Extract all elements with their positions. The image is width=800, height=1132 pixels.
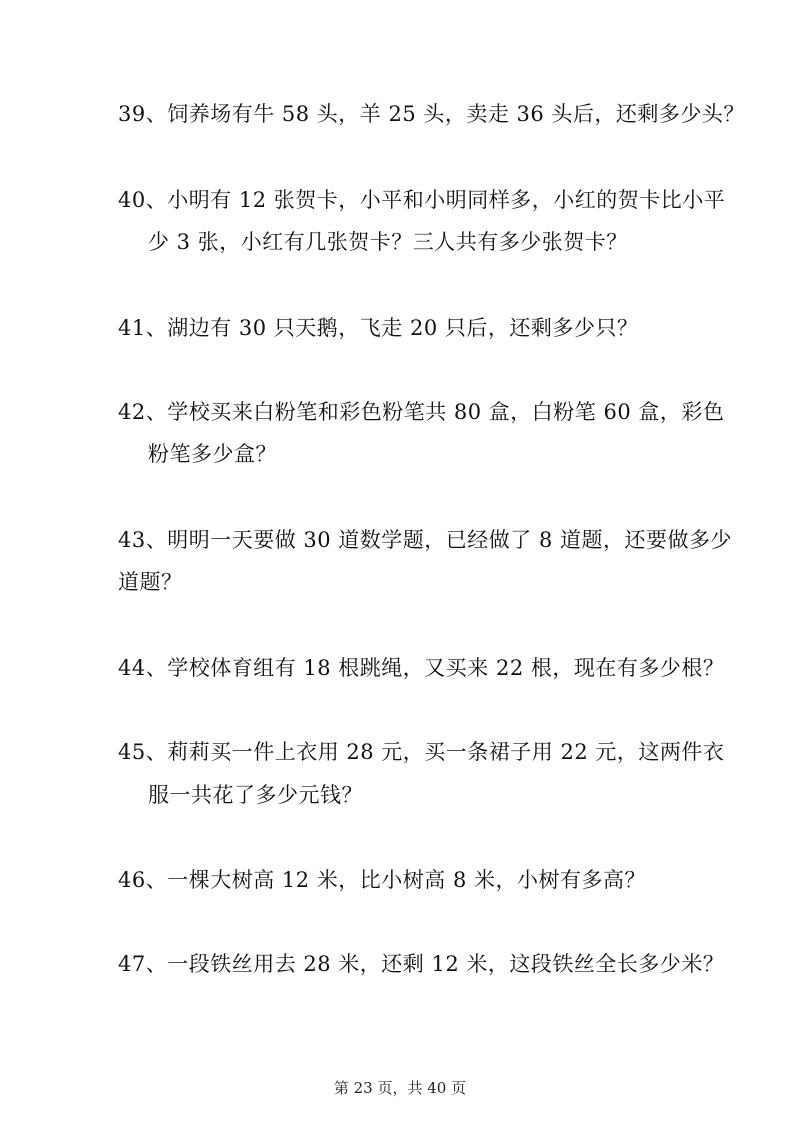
question-43-continuation: 道题？ [118, 570, 183, 594]
page-number-footer: 第 23 页，共 40 页 [333, 1079, 467, 1097]
question-39: 39、饲养场有牛 58 头，羊 25 头，卖走 36 头后，还剩多少头？ [118, 102, 745, 126]
question-42-continuation: 粉笔多少盒？ [148, 442, 277, 466]
question-41: 41、湖边有 30 只天鹅，飞走 20 只后，还剩多少只？ [118, 316, 639, 340]
question-42: 42、学校买来白粉笔和彩色粉笔共 80 盒，白粉笔 60 盒，彩色 [118, 400, 725, 424]
question-45-continuation: 服一共花了多少元钱？ [148, 783, 363, 807]
question-46: 46、一棵大树高 12 米，比小树高 8 米，小树有多高？ [118, 868, 647, 892]
question-40: 40、小明有 12 张贺卡，小平和小明同样多，小红的贺卡比小平 [118, 188, 726, 212]
question-43: 43、明明一天要做 30 道数学题，已经做了 8 道题，还要做多少 [118, 528, 733, 552]
question-44: 44、学校体育组有 18 根跳绳，又买来 22 根，现在有多少根？ [118, 656, 725, 680]
question-47: 47、一段铁丝用去 28 米，还剩 12 米，这段铁丝全长多少米？ [118, 952, 725, 976]
question-40-continuation: 少 3 张，小红有几张贺卡？三人共有多少张贺卡？ [148, 230, 628, 254]
question-45: 45、莉莉买一件上衣用 28 元，买一条裙子用 22 元，这两件衣 [118, 740, 725, 764]
